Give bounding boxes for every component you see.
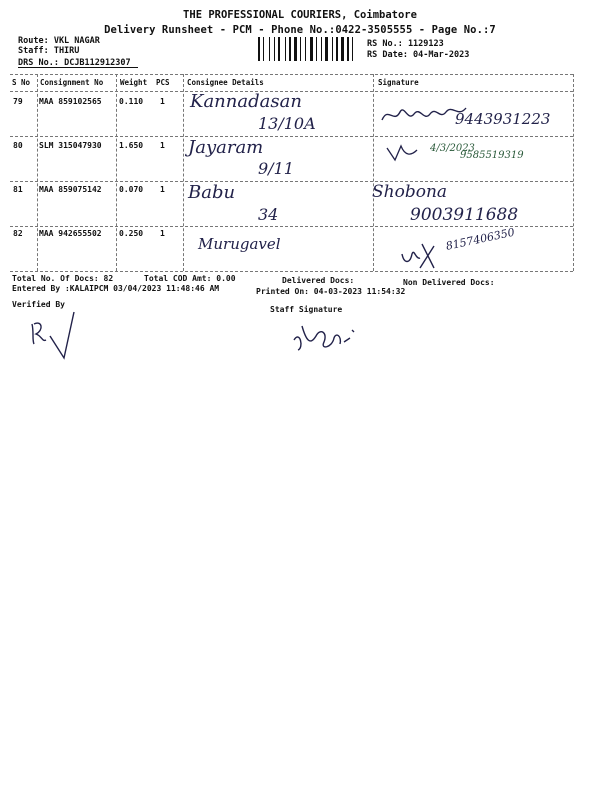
staff-signature [290,318,360,358]
barcode-bar [347,37,349,61]
row-weight: 0.250 [119,229,144,238]
row-consignee-address: 13/10A [258,114,316,133]
col-divider [373,74,374,271]
barcode-bar [314,37,315,61]
barcode-bar [269,37,270,61]
row-sno: 79 [13,97,23,106]
total-docs: Total No. Of Docs: 82 [12,274,114,283]
barcode-bar [265,37,268,61]
row-consignee-name: Jayaram [188,137,264,158]
drs-label-text: DRS No.: [18,58,59,68]
barcode-bar [325,37,328,61]
row-signature-name: Shobona [372,182,448,202]
barcode-bar [316,37,317,61]
total-cod: Total COD Amt: 0.00 [144,274,236,283]
col-divider [573,74,574,271]
barcode-bar [302,37,304,61]
barcode-bar [292,37,293,61]
barcode-bar [323,37,324,61]
barcode-bar [263,37,264,61]
barcode-bar [258,37,260,61]
row-sno: 81 [13,185,23,194]
row-consignment: MAA 859075142 [39,185,102,194]
col-divider [183,74,184,271]
rs-date: RS Date: 04-Mar-2023 [367,50,470,60]
rs-number: RS No.: 1129123 [367,39,444,49]
row-weight: 0.070 [119,185,144,194]
col-header-consignee: Consignee Details [187,78,264,87]
row-consignee-name: Murugavel [198,235,281,253]
row-consignee-address: 9/11 [258,159,294,178]
route-label: Route: VKL NAGAR [18,36,100,46]
row-consignment: SLM 315047930 [39,141,102,150]
barcode-bar [332,37,333,61]
drs-underline [18,67,138,68]
row-divider [10,136,573,137]
row-consignee-name: Kannadasan [190,91,302,112]
barcode-bar [274,37,275,61]
delivered-docs: Delivered Docs: [282,276,355,285]
row-signature-phone: 8157406350 [444,225,516,253]
barcode-bar [281,37,284,61]
row-divider [10,226,573,227]
col-header-consignment: Consignment No [40,78,104,87]
row-pcs: 1 [160,185,165,194]
row-sno: 82 [13,229,23,238]
row-pcs: 1 [160,141,165,150]
row-signature-phone: 9443931223 [455,110,551,128]
signature-scribble [385,142,425,164]
col-header-signature: Signature [378,78,419,87]
barcode-bar [350,37,351,61]
row-consignment: MAA 942655502 [39,229,102,238]
row-consignee-name: Babu [188,182,236,203]
barcode-bar [352,37,353,61]
barcode-bar [318,37,320,61]
printed-on: Printed On: 04-03-2023 11:54:32 [256,287,406,296]
row-consignee-address: 34 [258,205,279,224]
col-divider [37,74,38,271]
barcode-bar [276,37,277,61]
barcode-bar [321,37,322,61]
barcode [258,37,360,61]
barcode-bar [305,37,306,61]
barcode-bar [298,37,299,61]
table-bottom-rule [10,271,573,272]
barcode-bar [336,37,338,61]
row-pcs: 1 [160,97,165,106]
barcode-bar [339,37,340,61]
row-signature-phone: 9585519319 [460,150,524,161]
barcode-bar [334,37,335,61]
signature-scribble [398,240,440,272]
entered-by: Entered By :KALAIPCM 03/04/2023 11:48:46 AM [12,284,220,293]
staff-label: Staff: THIRU [18,46,80,56]
col-header-pcs: PCS [156,78,170,87]
company-title: THE PROFESSIONAL COURIERS, Coimbatore [183,9,417,21]
row-weight: 1.650 [119,141,144,150]
row-sno: 80 [13,141,23,150]
barcode-bar [278,37,280,61]
table-top-rule [10,74,573,75]
verified-by: Verified By [12,300,65,309]
barcode-bar [345,37,346,61]
barcode-bar [289,37,291,61]
col-divider [116,74,117,271]
barcode-bar [287,37,288,61]
row-signature-date: 4/3/2023 [430,143,475,154]
barcode-bar [307,37,309,61]
row-divider [10,181,573,182]
barcode-bar [294,37,297,61]
barcode-bar [285,37,286,61]
col-header-sno: S No [12,78,31,87]
col-header-weight: Weight [120,78,148,87]
non-delivered-docs: Non Delivered Docs: [403,278,495,287]
drs-number: DCJB112912307 [64,58,131,68]
barcode-bar [300,37,301,61]
row-weight: 0.110 [119,97,144,106]
barcode-bar [271,37,273,61]
barcode-bar [261,37,262,61]
row-consignment: MAA 859102565 [39,97,102,106]
barcode-bar [341,37,344,61]
barcode-bar [329,37,331,61]
row-signature-phone: 9003911688 [410,205,519,225]
verified-signature [28,306,78,364]
runsheet-subtitle: Delivery Runsheet - PCM - Phone No.:0422-3505555 - Page No.:7 [104,24,496,36]
row-pcs: 1 [160,229,165,238]
staff-signature-label: Staff Signature [270,305,343,314]
barcode-bar [310,37,313,61]
